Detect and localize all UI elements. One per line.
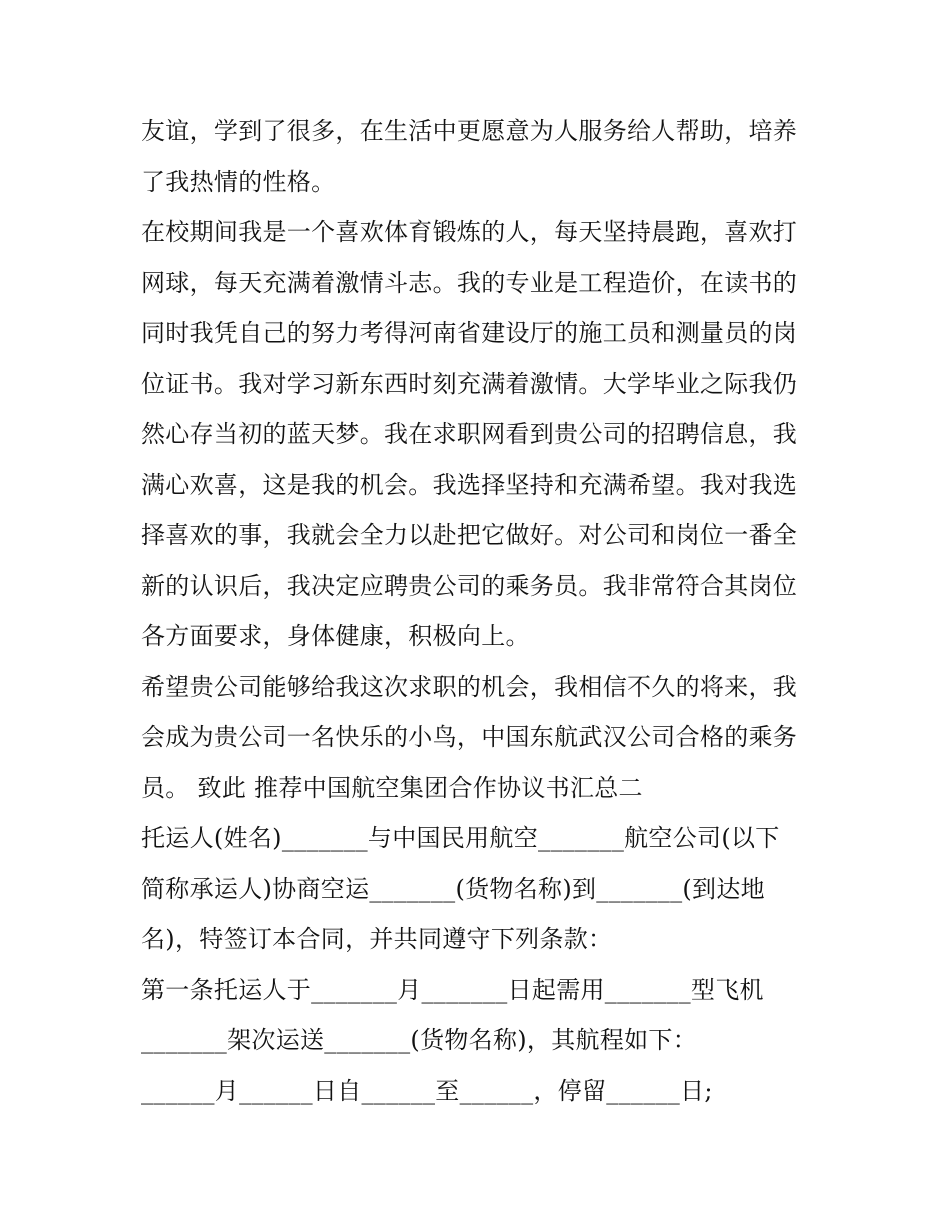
text-line: 在校期间我是一个喜欢体育锻炼的人，每天坚持晨跑，喜欢打 [141, 218, 798, 246]
text-line: ______月______日自______至______，停留______日; [141, 1076, 713, 1105]
text-line: _______架次运送_______(货物名称)，其航程如下： [141, 1026, 698, 1054]
text-line: 网球，每天充满着激情斗志。我的专业是工程造价，在读书的 [141, 268, 798, 297]
text-line: 然心存当初的蓝天梦。我在求职网看到贵公司的招聘信息，我 [141, 420, 798, 448]
text-line: 择喜欢的事，我就会全力以赴把它做好。对公司和岗位一番全 [141, 521, 798, 549]
text-line: 简称承运人)协商空运_______(货物名称)到_______(到达地 [141, 874, 765, 903]
text-line: 新的认识后，我决定应聘贵公司的乘务员。我非常符合其岗位 [141, 571, 798, 600]
text-line: 满心欢喜，这是我的机会。我选择坚持和充满希望。我对我选 [141, 470, 798, 499]
text-line: 第一条托运人于_______月_______日起需用_______型飞机 [141, 975, 764, 1004]
text-line: 同时我凭自己的努力考得河南省建设厅的施工员和测量员的岗 [141, 319, 798, 347]
text-line: 托运人(姓名)_______与中国民用航空_______航空公司(以下 [141, 824, 780, 852]
text-line: 员。 致此 推荐中国航空集团合作协议书汇总二 [141, 773, 643, 802]
text-line: 各方面要求，身体健康，积极向上。 [141, 622, 530, 650]
text-line: 会成为贵公司一名快乐的小鸟，中国东航武汉公司合格的乘务 [141, 723, 798, 751]
text-line: 希望贵公司能够给我这次求职的机会，我相信不久的将来，我 [141, 672, 798, 701]
text-line: 了我热情的性格。 [141, 167, 336, 196]
text-line: 名)，特签订本合同，并共同遵守下列条款： [141, 925, 613, 953]
text-line: 友谊，学到了很多，在生活中更愿意为人服务给人帮助，培养 [141, 117, 798, 145]
text-line: 位证书。我对学习新东西时刻充满着激情。大学毕业之际我仍 [141, 369, 798, 398]
document-body [141, 106, 821, 1116]
